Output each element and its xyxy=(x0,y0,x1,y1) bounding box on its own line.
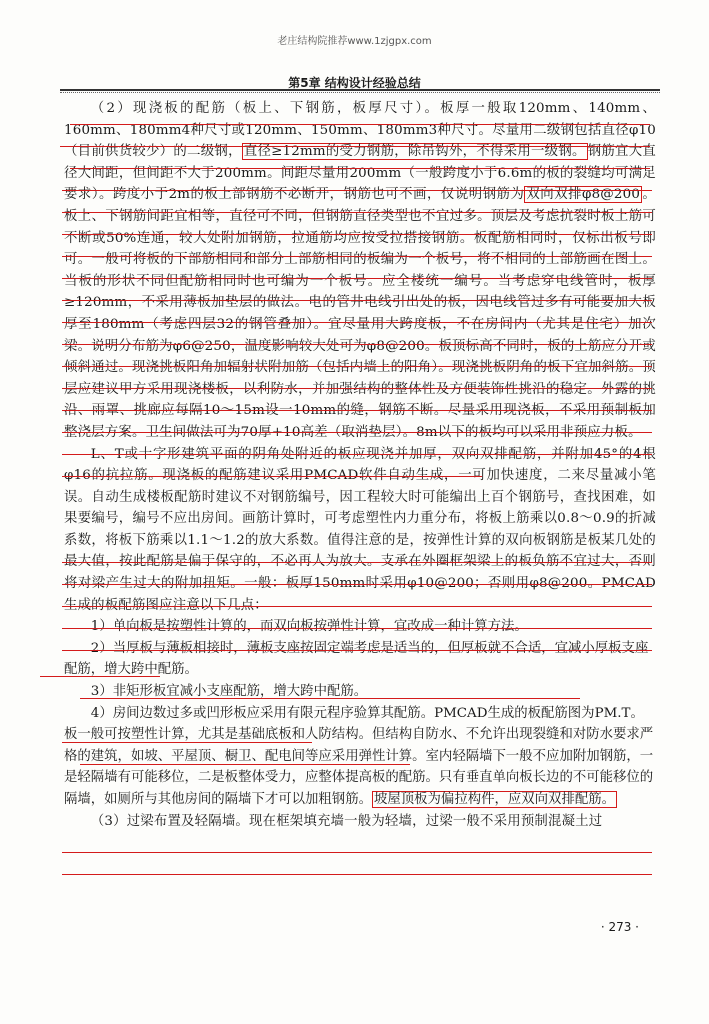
paragraph-text: （2）现浇板的配筋（板上、下钢筋，板厚尺寸）。板厚一般取120mm、140mm、160mm、180mm4种尺寸或120mm、150mm、180mm3种尺寸。尽量用二级钢包括直径φ10（目前供货较少）的二级钢， xyxy=(64,101,656,160)
highlight-box: 双向双排φ8@200 xyxy=(526,187,641,203)
highlight-box: 坡屋顶板为偏拉构件，应双向双排配筋。 xyxy=(373,792,616,807)
list-item xyxy=(64,703,656,811)
annotation-underline xyxy=(70,168,650,169)
list-item: 1）单向板是按塑性计算的，而双向板按弹性计算，宜改成一种计算方法。 xyxy=(90,619,528,635)
paragraph-text: 钢筋宜大直径大间距，但间距不大于200mm。间距尽量用200mm（一般跨度小于6.6m的板的裂缝均可满足要求）。跨度小于2m的板上部钢筋不必断开，钢筋也可不画，仅说明钢筋为 xyxy=(64,144,656,203)
annotation-underline xyxy=(70,124,650,125)
annotation-underline xyxy=(62,628,652,629)
annotation-underline xyxy=(62,278,652,279)
annotation-underline xyxy=(62,344,652,345)
annotation-underline xyxy=(62,650,652,651)
annotation-underline xyxy=(62,212,652,213)
annotation-underline xyxy=(62,606,652,607)
annotation-underline xyxy=(62,190,652,191)
paragraph-corner-slab: L、T或十字形建筑平面的阴角处附近的板应现浇并加厚，双向双排配筋，并附加45°的4根φ16的抗拉筋。现浇板的配筋建议采用PMCAD软件自动生成，一可加快速度，二来尽量减小笔误。自动生成楼板配筋时建议不对钢筋编号，因工程较大时可能编出上百个钢筋号，查找困难，如果要编号，编号不应出房间。画筋计算时，可考虑塑性内力重分布，将板上筋乘以0.8～0.9的折减系数，将板下筋乘以1.1～1.2的放大系数。值得注意的是，按弹性计算的双向板钢筋是板某几处的最大值，按此配筋是偏于保守的，不必再人为放大。支承在外圈框架梁上的板负筋不宜过大，否则将对梁产生过大的附加扭矩。一般：板厚150mm时采用φ10@200；否则用φ8@200。PMCAD生成的板配筋图应注意以下几点： xyxy=(64,446,656,613)
chapter-title: 第5章 结构设计经验总结 xyxy=(288,76,421,90)
annotation-underline xyxy=(62,432,652,433)
watermark-text: 老庄结构院推荐www.1zjgpx.com xyxy=(277,36,432,47)
annotation-underline xyxy=(62,852,652,853)
annotation-underline xyxy=(60,146,650,147)
paragraph-slab-reinforcement xyxy=(64,98,656,444)
annotation-underline xyxy=(80,698,580,699)
annotation-underline xyxy=(62,322,652,323)
header-rule-dotted xyxy=(60,92,660,93)
annotation-underline xyxy=(62,234,652,235)
header-rule xyxy=(60,89,660,91)
page-number: · 273 · xyxy=(600,920,639,934)
annotation-underline xyxy=(62,366,652,367)
highlight-box: 直径≥12mm的受力钢筋，除吊钩外，不得采用一级钢。 xyxy=(243,144,586,160)
annotation-underline xyxy=(80,764,410,765)
annotation-underline xyxy=(62,562,652,563)
annotation-underline xyxy=(62,388,652,389)
paragraph-lintel: （3）过梁布置及轻隔墙。现在框架填充墙一般为轻墙，过梁一般不采用预制混凝土过 xyxy=(90,813,603,829)
annotation-underline xyxy=(62,256,652,257)
annotation-underline xyxy=(62,584,652,585)
list-item: 2）当厚板与薄板相接时，薄板支座按固定端考虑是适当的，但厚板就不合适，宜减小厚板支座配筋，增大跨中配筋。 xyxy=(64,640,649,678)
annotation-underline xyxy=(62,454,652,455)
annotation-underline xyxy=(62,874,652,875)
annotation-underline xyxy=(62,410,652,411)
list-item: 3）非矩形板宜减小支座配筋，增大跨中配筋。 xyxy=(90,684,368,700)
list-item-text: 4）房间边数过多或凹形板应采用有限元程序验算其配筋。PMCAD生成的板配筋图为PM.T。板一般可按塑性计算，尤其是基础底板和人防结构。但结构自防水、不允许出现裂缝和对防水要求严格的建筑，如坡、平屋顶、橱卫、配电间等应采用弹性计算。室内轻隔墙下一般不应加附加钢筋，一是轻隔墙有可能移位，二是板整体受力，应整体提高板的配筋。只有垂直单向板长边的不可能移位的隔墙，如厕所与其他房间的隔墙下才可以加粗钢筋。 xyxy=(64,705,654,807)
body-text xyxy=(64,98,656,832)
annotation-underline xyxy=(62,300,652,301)
paragraph-text: 。板上、下钢筋间距宜相等，直径可不同，但钢筋直径类型也不宜过多。顶层及考虑抗裂时板上筋可不断或50%连通，较大处附加钢筋，拉通筋均应按受拉搭接钢筋。板配筋相同时，仅标出板号即可。一般可将板的下部筋相同和部分上部筋相同的板编为一个板号，将不相同的上部筋画在图上。当板的形状不同但配筋相同时也可编为一个板号。应全楼统一编号。当考虑穿电线管时，板厚≥120mm，不采用薄板加垫层的做法。电的管井电线引出处的板，因电线管过多有可能要加大板厚至180mm（考虑四层32的钢管叠加）。宜尽量用大跨度板，不在房间内（尤其是住宅）加次梁。说明分布筋为φ6@250，温度影响较大处可为φ8@200。板顶标高不同时，板的上筋应分开或倾斜通过。现浇挑板阳角加辐射状附加筋（包括内墙上的阳角）。现浇挑板阴角的板下宜加斜筋。顶层应建议甲方采用现浇楼板，以利防水，并加强结构的整体性及方便装饰性挑沿的稳定。外露的挑沿、雨罩、挑廊应每隔10～15m设一10mm的缝，钢筋不断。尽量采用现浇板，不采用预制板加整浇层方案。卫生间做法可为70厚+10高差（取消垫层）。8m以下的板均可以采用非预应力板。 xyxy=(64,187,656,440)
annotation-underline xyxy=(40,676,160,677)
annotation-underline xyxy=(62,476,482,477)
annotation-underline xyxy=(62,742,312,743)
